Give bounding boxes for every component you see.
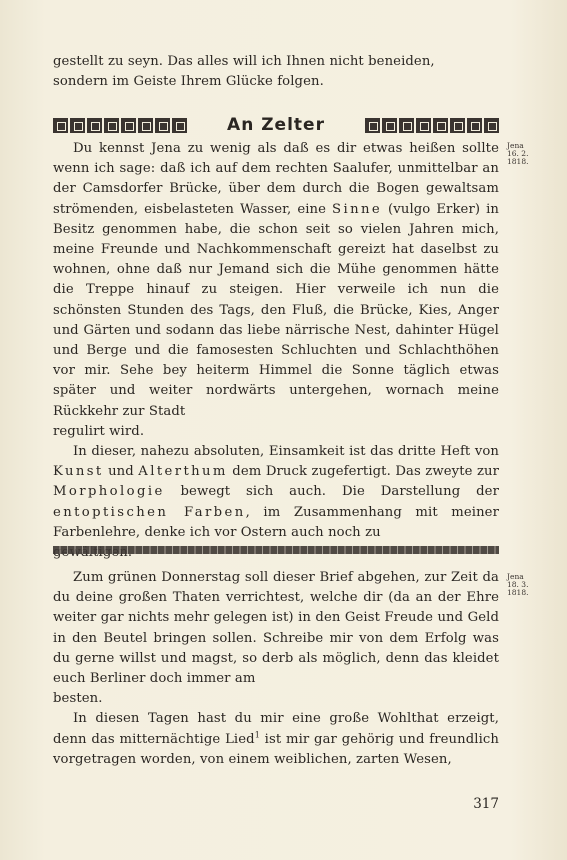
ornament-icon [87,118,102,133]
spaced-word: Alterthum [138,464,228,480]
text-run: Du kennst Jena zu wenig als daß es dir etwas heißen sollte wenn ich sage: daß ich auf dem rechten Saalufer, unmittelbar an der Camsdorfer Brücke, über dem durch die Bogen gewaltsam strömenden, eisbelasteten Wasser, eine [53,141,499,217]
margin-note-1 [507,142,547,166]
margin-date: 18. 3. [507,580,529,589]
ornament-icon [484,118,499,133]
ornament-icon [172,118,187,133]
ornament-icon [399,118,414,133]
text-run: , im Zusammenhang mit meiner Farbenlehre, denke ich vor Ostern auch noch zu [53,504,499,540]
text-run: und [103,464,139,480]
margin-place: Jena [507,141,524,150]
ornament-icon [365,118,380,133]
margin-note-2 [507,573,547,597]
spaced-word: entoptischen Farben [53,504,246,520]
ornament-icon [104,118,119,133]
footnote-marker: 1 [254,730,260,740]
ornament-icon [450,118,465,133]
ornament-icon [155,118,170,133]
spaced-word: Sinne [332,201,383,217]
margin-year: 1818. [507,588,529,597]
ornament-left [53,118,187,133]
spaced-word: Morphologie [53,484,165,500]
text-run: In dieser, nahezu absoluten, Einsamkeit ist das dritte Heft von [73,444,499,460]
letter-1-paragraph-2 [53,442,499,543]
ornament-icon [70,118,85,133]
letter-1-body [53,139,499,563]
spaced-word: Kunst [53,464,104,480]
letter-2-paragraph-2 [53,709,499,770]
top-line-2: sondern im Geiste Ihrem Glücke folgen. [53,74,324,90]
margin-year: 1818. [507,157,529,166]
page-number: 317 [473,796,499,812]
text-run: (vulgo Erker) in Besitz genommen habe, die schon seit so vielen Jahren mich, meine Freunde und Nachkommenschaft gereizt hat daselbst zu wohnen, ohne daß nur Jemand sich die Mühe genommen hätte die Treppe hinauf zu steigen. Hier verweile ich nun die schönsten Stunden des Tags, den Fluß, die Brücke, Kies, Anger und Gärten und sodann das liebe närrische Nest, dahinter Hügel und Berge und die famosesten Schluchten und Schlachthöhen vor mir. Sehe bey heiterm Himmel die Sonne täglich etwas später und weiter nordwärts untergehen, wornach meine Rückkehr zur Stadt [53,201,499,419]
text-run: bewegt sich auch. Die Darstellung der [164,484,499,500]
text-run: dem Druck zugefertigt. Das zweyte zur [227,464,500,480]
letter-heading [53,114,499,136]
letter-1-paragraph-1-end: regulirt wird. [53,423,145,439]
top-line-1: gestellt zu seyn. Das alles will ich Ihnen nicht beneiden, [53,54,435,69]
letter-2-paragraph-1: Zum grünen Donnerstag soll dieser Brief abgehen, zur Zeit da du deine großen Thaten verrichtest, welche dir (da an der Ehre weiter gar nichts mehr gelegen ist) in den Geist Freude und Geld in den Beutel bringen sollen. Schreibe mir von dem Erfolg was du gerne willst und magst, so derb als möglich, denn das kleidet euch Berliner doch immer am [53,570,499,687]
top-paragraph [53,52,499,92]
ornament-icon [138,118,153,133]
letter-1-paragraph-1 [53,139,499,422]
ornament-icon [416,118,431,133]
letter-2-paragraph-1-end: besten. [53,691,103,707]
ornament-icon [382,118,397,133]
ornament-right [365,118,499,133]
ornament-icon [467,118,482,133]
margin-place: Jena [507,572,524,581]
text-run: ist mir gar gehörig und freundlich vorgetragen worden, von einem weiblichen, zarten Wesen, [53,731,499,767]
ornament-icon [121,118,136,133]
ornament-icon [53,118,68,133]
text-run: In diesen Tagen hast du mir eine große Wohlthat erzeigt, denn das mitternächtige Lied [53,711,499,747]
section-divider [53,546,499,554]
letter-2-body [53,568,499,770]
margin-date: 16. 2. [507,149,529,158]
heading-title: An Zelter [227,115,325,135]
ornament-icon [433,118,448,133]
